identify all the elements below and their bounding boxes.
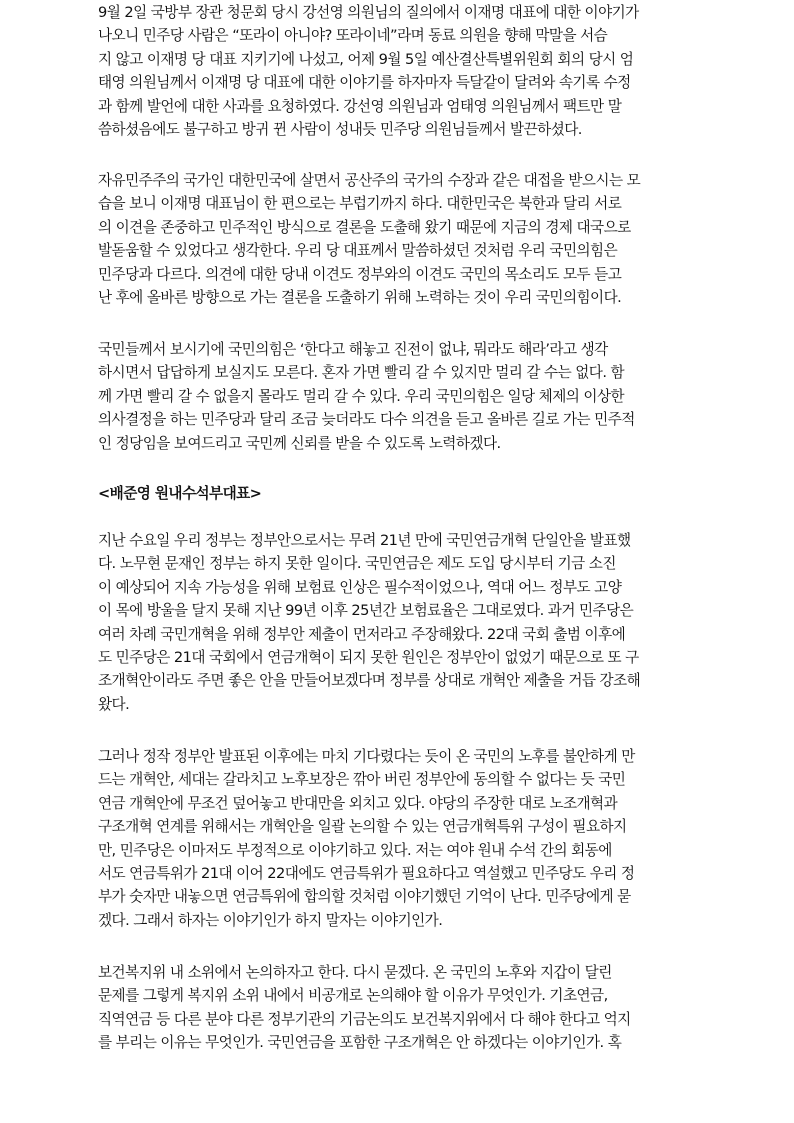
text-line: 난 후에 올바른 방향으로 가는 결론을 도출하기 위해 노력하는 것이 우리 국민의힘이다.	[98, 288, 622, 306]
text-line: 하시면서 답답하게 보실지도 모른다. 혼자 가면 빨리 갈 수 있지만 멀리 갈 수는 없다. 함	[98, 364, 625, 382]
text-line: 부가 숫자만 내놓으면 연금특위에 합의할 것처럼 이야기했던 기억이 난다. 민주당에게 묻	[98, 888, 631, 906]
text-line: 여러 차례 국민개혁을 위해 정부안 제출이 먼저라고 주장해왔다. 22대 국회 출범 이후에	[98, 625, 626, 643]
text-line: 나오니 민주당 사람은 “또라이 아니야? 또라이네”라며 동료 의원을 향해 막말을 서슴	[98, 27, 608, 45]
text-line: 의 이견을 존중하고 민주적인 방식으로 결론을 도출해 왔기 때문에 지금의 경제 대국으로	[98, 218, 631, 236]
text-line: 직역연금 등 다른 분야 다른 정부기관의 기금논의도 보건복지위에서 다 해야 한다고 억지	[98, 1010, 631, 1028]
text-line: 지 않고 이재명 당 대표 지키기에 나섰고, 어제 9월 5일 예산결산특별위원회 회의 당시 엄	[98, 50, 634, 68]
text-line: 자유민주주의 국가인 대한민국에 살면서 공산주의 국가의 수장과 같은 대접을 받으시는 모	[98, 172, 641, 189]
text-line: 이 예상되어 지속 가능성을 위해 보험료 인상은 필수적이었으나, 역대 어느 정부도 고양	[98, 578, 622, 596]
text-line: 조개혁안이라도 주면 좋은 안을 만들어보겠다며 정부를 상대로 개혁안 제출을 거듭 강조해	[98, 672, 641, 690]
paragraph-2	[98, 169, 698, 309]
text-line: 과 함께 발언에 대한 사과를 요청하였다. 강선영 의원님과 엄태영 의원님께서 팩트만 말	[98, 97, 622, 115]
paragraph-1	[98, 1, 698, 141]
text-line: 그러나 정작 정부안 발표된 이후에는 마치 기다렸다는 듯이 온 국민의 노후를 불안하게 만	[98, 748, 635, 765]
text-line: 만, 민주당은 이마저도 부정적으로 이야기하고 있다. 저는 여야 원내 수석 간의 회동에	[98, 841, 612, 859]
text-line: 문제를 그렇게 복지위 소위 내에서 비공개로 논의해야 할 이유가 무엇인가. 기초연금,	[98, 987, 608, 1005]
text-line: 인 정당임을 보여드리고 국민께 신뢰를 받을 수 있도록 노력하겠다.	[98, 434, 501, 452]
paragraph-6	[98, 961, 698, 1055]
text-line: 겠다. 그래서 하자는 이야기인가 하지 말자는 이야기인가.	[98, 911, 443, 929]
text-line: 이 목에 방울을 달지 못해 지난 99년 이후 25년간 보험료율은 그대로였다. 과거 민주당은	[98, 602, 634, 620]
text-line: 9월 2일 국방부 장관 청문회 당시 강선영 의원님의 질의에서 이재명 대표에 대한 이야기가	[98, 4, 639, 21]
text-line: 구조개혁 연계를 위해서는 개혁안을 일괄 논의할 수 있는 연금개혁특위 구성이 필요하지	[98, 818, 627, 836]
text-line: 씀하셨음에도 불구하고 방귀 뀐 사람이 성내듯 민주당 의원님들께서 발끈하셨다.	[98, 120, 582, 138]
section-heading	[98, 482, 698, 505]
paragraph-3	[98, 338, 698, 455]
text-line: 왔다.	[98, 695, 130, 713]
speaker-heading: <배준영 원내수석부대표>	[98, 485, 262, 502]
text-line: 지난 수요일 우리 정부는 정부안으로서는 무려 21년 만에 국민연금개혁 단일안을 발표했	[98, 532, 631, 549]
text-line: 습을 보니 이재명 대표님이 한 편으로는 부럽기까지 하다. 대한민국은 북한과 달리 서로	[98, 195, 622, 213]
text-line: 께 가면 빨리 갈 수 없을지 몰라도 멀리 갈 수 있다. 우리 국민의힘은 일당 체제의 이상한	[98, 387, 625, 405]
text-line: 의사결정을 하는 민주당과 달리 조금 늦더라도 다수 의견을 듣고 올바른 길로 가는 민주적	[98, 411, 635, 429]
text-line: 보건복지위 내 소위에서 논의하자고 한다. 다시 묻겠다. 온 국민의 노후와 지갑이 달린	[98, 964, 612, 981]
text-line: 발돋움할 수 있었다고 생각한다. 우리 당 대표께서 말씀하셨던 것처럼 우리 국민의힘은	[98, 242, 618, 260]
text-line: 다. 노무현 문재인 정부는 하지 못한 일이다. 국민연금은 제도 도입 당시부터 기금 소진	[98, 555, 616, 573]
text-line: 국민들께서 보시기에 국민의힘은 ‘한다고 해놓고 진전이 없냐, 뭐라도 해라’라고 생각	[98, 341, 608, 358]
paragraph-4	[98, 529, 698, 716]
text-line: 를 부리는 이유는 무엇인가. 국민연금을 포함한 구조개혁은 안 하겠다는 이야기인가. 혹	[98, 1034, 622, 1052]
text-line: 연금 개혁안에 무조건 덮어놓고 반대만을 외치고 있다. 야당의 주장한 대로 노조개혁과	[98, 794, 618, 812]
text-line: 민주당과 다르다. 의견에 대한 당내 이견도 정부와의 이견도 국민의 목소리도 모두 듣고	[98, 265, 622, 283]
paragraph-5	[98, 745, 698, 932]
text-line: 서도 연금특위가 21대 이어 22대에도 연금특위가 필요하다고 역설했고 민주당도 우리 정	[98, 864, 635, 882]
text-line: 태영 의원님께서 이재명 당 대표에 대한 이야기를 하자마자 득달같이 달려와 속기록 수정	[98, 74, 631, 92]
text-line: 도 민주당은 21대 국회에서 연금개혁이 되지 못한 원인은 정부안이 없었기 때문으로 또 구	[98, 648, 639, 666]
text-line: 드는 개혁안, 세대는 갈라치고 노후보장은 깎아 버린 정부안에 동의할 수 없다는 듯 국민	[98, 771, 626, 789]
